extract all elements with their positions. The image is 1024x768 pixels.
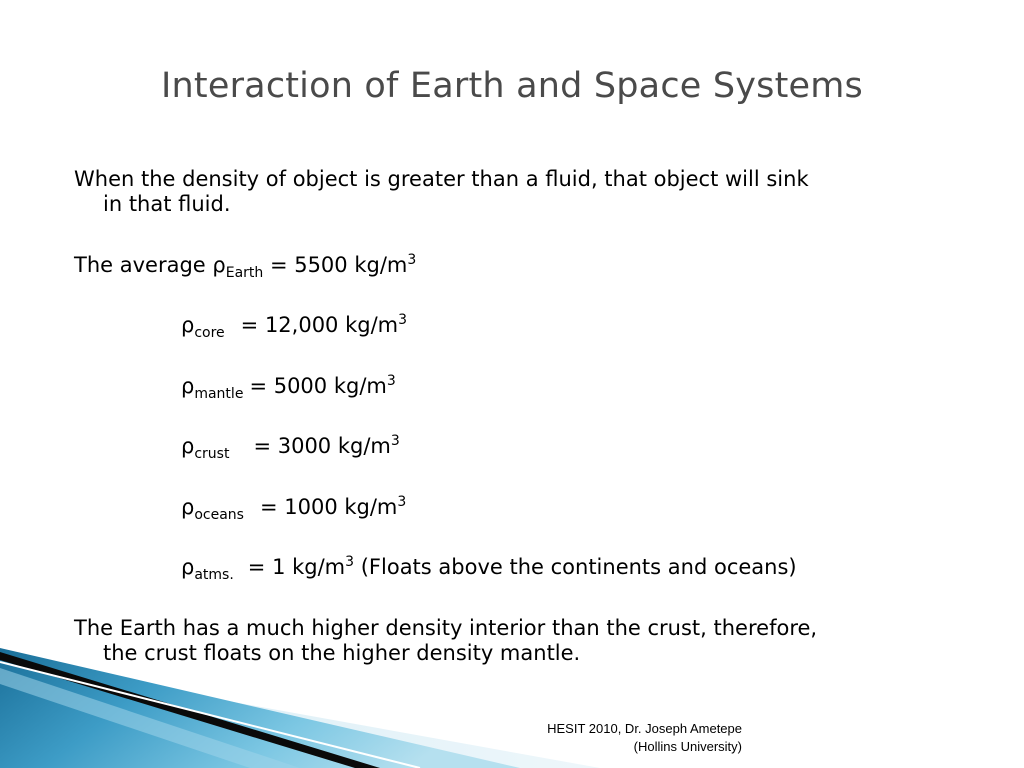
density-row-crust xyxy=(181,433,400,462)
layer-superscript: 3 xyxy=(397,494,407,510)
footer-line-affiliation: (Hollins University) xyxy=(633,739,742,754)
layer-superscript: 3 xyxy=(398,312,408,328)
layer-value: = 3000 kg/m xyxy=(253,434,391,458)
layer-superscript: 3 xyxy=(386,373,396,389)
slide-title: Interaction of Earth and Space Systems xyxy=(161,66,863,106)
density-row-mantle xyxy=(181,373,396,402)
paragraph-earth-floats xyxy=(74,616,974,666)
average-density-line xyxy=(74,252,417,281)
paragraph-line: The Earth has a much higher density interior than the crust, therefore, xyxy=(74,616,818,640)
average-prefix: The average ρ xyxy=(74,253,226,277)
rho-symbol: ρ xyxy=(181,495,195,519)
footer-credit xyxy=(547,720,742,756)
rho-symbol: ρ xyxy=(181,555,195,579)
layer-value: = 5000 kg/m xyxy=(249,374,387,398)
rho-symbol: ρ xyxy=(181,434,195,458)
footer-line-author: HESIT 2010, Dr. Joseph Ametepe xyxy=(547,721,742,736)
layer-superscript: 3 xyxy=(390,433,400,449)
rho-symbol: ρ xyxy=(181,313,195,337)
average-subscript: Earth xyxy=(225,265,264,281)
layer-value: = 1000 kg/m xyxy=(259,495,398,519)
paragraph-line-continued: the crust floats on the higher density mantle. xyxy=(103,641,581,665)
average-superscript: 3 xyxy=(407,252,417,268)
paragraph-sink-rule xyxy=(74,167,974,217)
layer-value: = 1 kg/m xyxy=(247,555,346,579)
paragraph-line: When the density of object is greater than a fluid, that object will sink xyxy=(74,167,809,191)
layer-subscript: mantle xyxy=(194,386,244,402)
layer-subscript: oceans xyxy=(194,507,244,523)
density-row-atmosphere xyxy=(181,554,797,583)
layer-subscript: atms. xyxy=(194,567,234,583)
layer-subscript: core xyxy=(194,325,225,341)
layer-value: = 12,000 kg/m xyxy=(240,313,399,337)
layer-note: (Floats above the continents and oceans) xyxy=(354,555,797,579)
rho-symbol: ρ xyxy=(181,374,195,398)
density-row-oceans xyxy=(181,494,407,523)
paragraph-line-continued: in that fluid. xyxy=(103,192,231,216)
layer-superscript: 3 xyxy=(345,554,355,570)
average-value: = 5500 kg/m xyxy=(263,253,408,277)
layer-subscript: crust xyxy=(194,446,230,462)
density-row-core xyxy=(181,312,408,341)
